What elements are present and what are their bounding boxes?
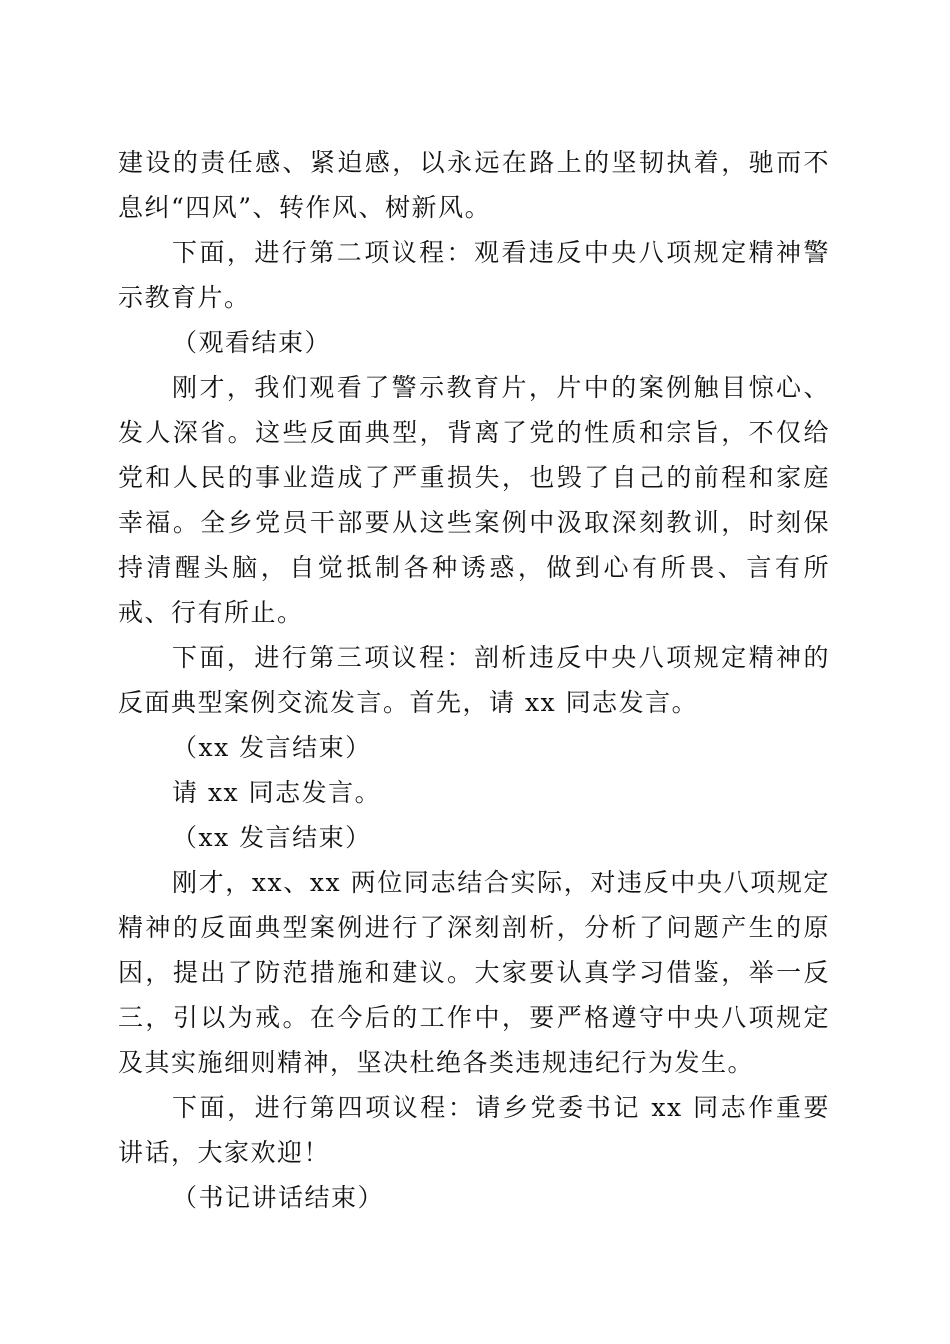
stage-note-secretary-speech-end: （书记讲话结束）	[172, 1183, 385, 1212]
stage-note-viewing-end: （观看结束）	[172, 328, 332, 357]
paragraph-speech-summary: 刚才，xx、xx 两位同志结合实际，对违反中央八项规定精神的反面典型案例进行了深刻剖析，分析了问题产生的原因，提出了防范措施和建议。大家要认真学习借鉴，举一反三，引以为戒。在今后的工作中，要严格遵守中央八项规定及其实施细则精神，坚决杜绝各类违规违纪行为发生。	[118, 868, 830, 1077]
stage-note-speech-end-2: （xx 发言结束）	[172, 823, 372, 852]
paragraph-next-speaker: 请 xx 同志发言。	[172, 778, 382, 807]
document-body	[118, 140, 830, 1220]
paragraph-agenda-item-2: 下面，进行第二项议程：观看违反中央八项规定精神警示教育片。	[118, 238, 830, 312]
stage-note-speech-end-1: （xx 发言结束）	[172, 733, 372, 762]
paragraph-agenda-item-3: 下面，进行第三项议程：剖析违反中央八项规定精神的反面典型案例交流发言。首先，请 xx 同志发言。	[118, 643, 830, 717]
paragraph-video-summary: 刚才，我们观看了警示教育片，片中的案例触目惊心、发人深省。这些反面典型，背离了党的性质和宗旨，不仅给党和人民的事业造成了严重损失，也毁了自己的前程和家庭幸福。全乡党员干部要从这些案例中汲取深刻教训，时刻保持清醒头脑，自觉抵制各种诱惑，做到心有所畏、言有所戒、行有所止。	[118, 373, 830, 627]
paragraph-agenda-item-4: 下面，进行第四项议程：请乡党委书记 xx 同志作重要讲话，大家欢迎！	[118, 1093, 830, 1167]
paragraph-continuation: 建设的责任感、紧迫感，以永远在路上的坚韧执着，驰而不息纠“四风”、转作风、树新风。	[118, 148, 830, 222]
